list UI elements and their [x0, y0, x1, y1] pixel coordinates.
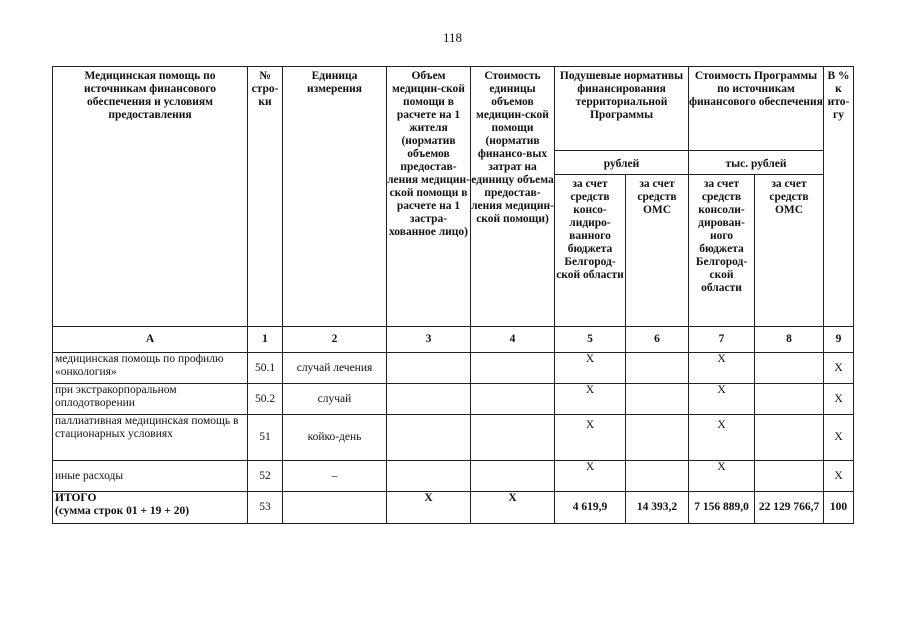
header-unit-rubles: рублей — [555, 151, 689, 175]
total-formula: (сумма строк 01 + 19 + 20) — [55, 505, 190, 517]
col-number-1: 1 — [248, 327, 283, 353]
header-oms-per-capita: за счет средств ОМС — [626, 175, 689, 327]
header-line-number: № стро-ки — [248, 67, 283, 327]
row-unit: – — [283, 461, 387, 492]
col-number-a: А — [53, 327, 248, 353]
col-number-8: 8 — [755, 327, 824, 353]
page-number: 118 — [442, 30, 463, 45]
header-unit: Единица измерения — [283, 67, 387, 327]
row-name: паллиативная медицинская помощь в стационарных условиях — [53, 415, 248, 461]
row-name: медицинская помощь по профилю «онкология» — [53, 353, 248, 384]
col-number-9: 9 — [824, 327, 854, 353]
row-unit-cost — [471, 461, 555, 492]
col-number-7: 7 — [689, 327, 755, 353]
total-budget-per-capita: 4 619,9 — [555, 492, 626, 524]
row-budget-per-capita: X — [555, 353, 626, 384]
header-care-type: Медицинская помощь по источникам финансового обеспечения и условиям предоставления — [53, 67, 248, 327]
row-number: 50.2 — [248, 384, 283, 415]
row-budget-cost: X — [689, 384, 755, 415]
row-percent: X — [824, 353, 854, 384]
header-oms-cost: за счет средств ОМС — [755, 175, 824, 327]
total-budget-cost: 7 156 889,0 — [689, 492, 755, 524]
row-budget-per-capita: X — [555, 415, 626, 461]
row-unit: случай — [283, 384, 387, 415]
table-row — [53, 415, 854, 461]
row-volume — [387, 461, 471, 492]
row-unit: случай лечения — [283, 353, 387, 384]
row-oms-per-capita — [626, 461, 689, 492]
total-label: ИТОГО — [55, 492, 97, 504]
header-unit-thousand-rubles: тыс. рублей — [689, 151, 824, 175]
table-row — [53, 384, 854, 415]
row-unit-cost — [471, 415, 555, 461]
row-budget-per-capita: X — [555, 461, 626, 492]
row-number: 52 — [248, 461, 283, 492]
row-unit-cost — [471, 353, 555, 384]
total-percent: 100 — [824, 492, 854, 524]
row-name: иные расходы — [53, 461, 248, 492]
total-row — [53, 492, 854, 524]
row-volume — [387, 353, 471, 384]
header-volume: Объем медицин-ской помощи в расчете на 1 жителя (норматив объемов предостав-ления медицин-ской помощи в расчете на 1 застра-хованное лицо) — [387, 67, 471, 327]
total-unit-cost: X — [471, 492, 555, 524]
row-budget-cost: X — [689, 415, 755, 461]
header-program-cost: Стоимость Программы по источникам финансового обеспечения — [689, 67, 824, 151]
row-oms-cost — [755, 415, 824, 461]
row-volume — [387, 384, 471, 415]
total-oms-per-capita: 14 393,2 — [626, 492, 689, 524]
header-unit-cost: Стоимость единицы объемов медицин-ской помощи (норматив финансо-вых затрат на единицу объема предостав-ления медицин-ской помощи) — [471, 67, 555, 327]
col-number-3: 3 — [387, 327, 471, 353]
row-oms-per-capita — [626, 415, 689, 461]
total-oms-cost: 22 129 766,7 — [755, 492, 824, 524]
row-budget-cost: X — [689, 353, 755, 384]
total-number: 53 — [248, 492, 283, 524]
row-oms-cost — [755, 384, 824, 415]
row-budget-cost: X — [689, 461, 755, 492]
row-name: при экстракорпоральном оплодотворении — [53, 384, 248, 415]
table-row — [53, 353, 854, 384]
header-percent: В % к ито-гу — [824, 67, 854, 327]
header-budget-cost: за счет средств консоли-дирован-ного бюджета Белгород-ской области — [689, 175, 755, 327]
row-oms-cost — [755, 353, 824, 384]
table-row — [53, 461, 854, 492]
total-name — [53, 492, 248, 524]
row-oms-cost — [755, 461, 824, 492]
col-number-5: 5 — [555, 327, 626, 353]
row-volume — [387, 415, 471, 461]
row-number: 50.1 — [248, 353, 283, 384]
row-unit: койко-день — [283, 415, 387, 461]
row-oms-per-capita — [626, 384, 689, 415]
total-volume: X — [387, 492, 471, 524]
row-number: 51 — [248, 415, 283, 461]
col-number-4: 4 — [471, 327, 555, 353]
row-unit-cost — [471, 384, 555, 415]
financing-table — [52, 66, 854, 524]
total-unit — [283, 492, 387, 524]
col-number-6: 6 — [626, 327, 689, 353]
header-per-capita: Подушевые нормативы финансирования территориальной Программы — [555, 67, 689, 151]
row-oms-per-capita — [626, 353, 689, 384]
row-percent: X — [824, 415, 854, 461]
row-percent: X — [824, 461, 854, 492]
row-budget-per-capita: X — [555, 384, 626, 415]
row-percent: X — [824, 384, 854, 415]
header-budget-per-capita: за счет средств консо-лидиро-ванного бюджета Белгород-ской области — [555, 175, 626, 327]
col-number-2: 2 — [283, 327, 387, 353]
